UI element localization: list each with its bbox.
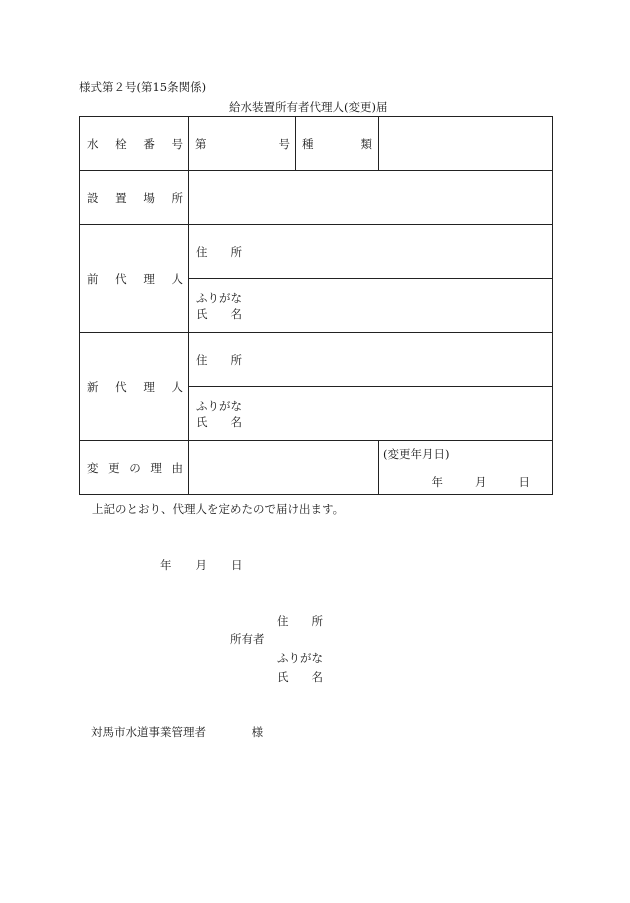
reason-field[interactable] [189, 441, 379, 495]
new-agent-name-field[interactable]: ふりがな 氏 名 [189, 387, 553, 441]
addressee-honorific: 様 [251, 725, 264, 739]
hydrant-number-field[interactable]: 第 号 [189, 117, 296, 171]
addressee-recipient: 対馬市水道事業管理者 [91, 725, 206, 739]
owner-address-label: 住 所 [277, 614, 323, 628]
kind-label: 種 類 [296, 117, 379, 171]
previous-agent-label: 前 代 理 人 [80, 225, 189, 333]
new-agent-address-field[interactable]: 住 所 [189, 333, 553, 387]
submission-date[interactable]: 年 月 日 [160, 558, 243, 572]
statement-text: 上記のとおり、代理人を定めたので届け出ます。 [92, 502, 345, 516]
kind-field[interactable] [379, 117, 553, 171]
application-table [79, 116, 553, 495]
previous-agent-address-field[interactable]: 住 所 [189, 225, 553, 279]
owner-furigana-label: ふりがな [277, 651, 323, 665]
owner-label: 所有者 [230, 632, 265, 646]
form-title: 給水装置所有者代理人(変更)届 [229, 100, 388, 114]
hydrant-number-label: 水 栓 番 号 [80, 117, 189, 171]
form-number: 様式第２号(第15条関係) [79, 80, 207, 94]
reason-label: 変 更 の 理 由 [80, 441, 189, 495]
new-agent-label: 新 代 理 人 [80, 333, 189, 441]
location-label: 設 置 場 所 [80, 171, 189, 225]
change-date-field[interactable]: (変更年月日) 年 月 日 [379, 441, 553, 495]
previous-agent-name-field[interactable]: ふりがな 氏 名 [189, 279, 553, 333]
addressee [91, 724, 263, 740]
owner-name-label: 氏 名 [277, 670, 323, 684]
location-field[interactable] [189, 171, 553, 225]
